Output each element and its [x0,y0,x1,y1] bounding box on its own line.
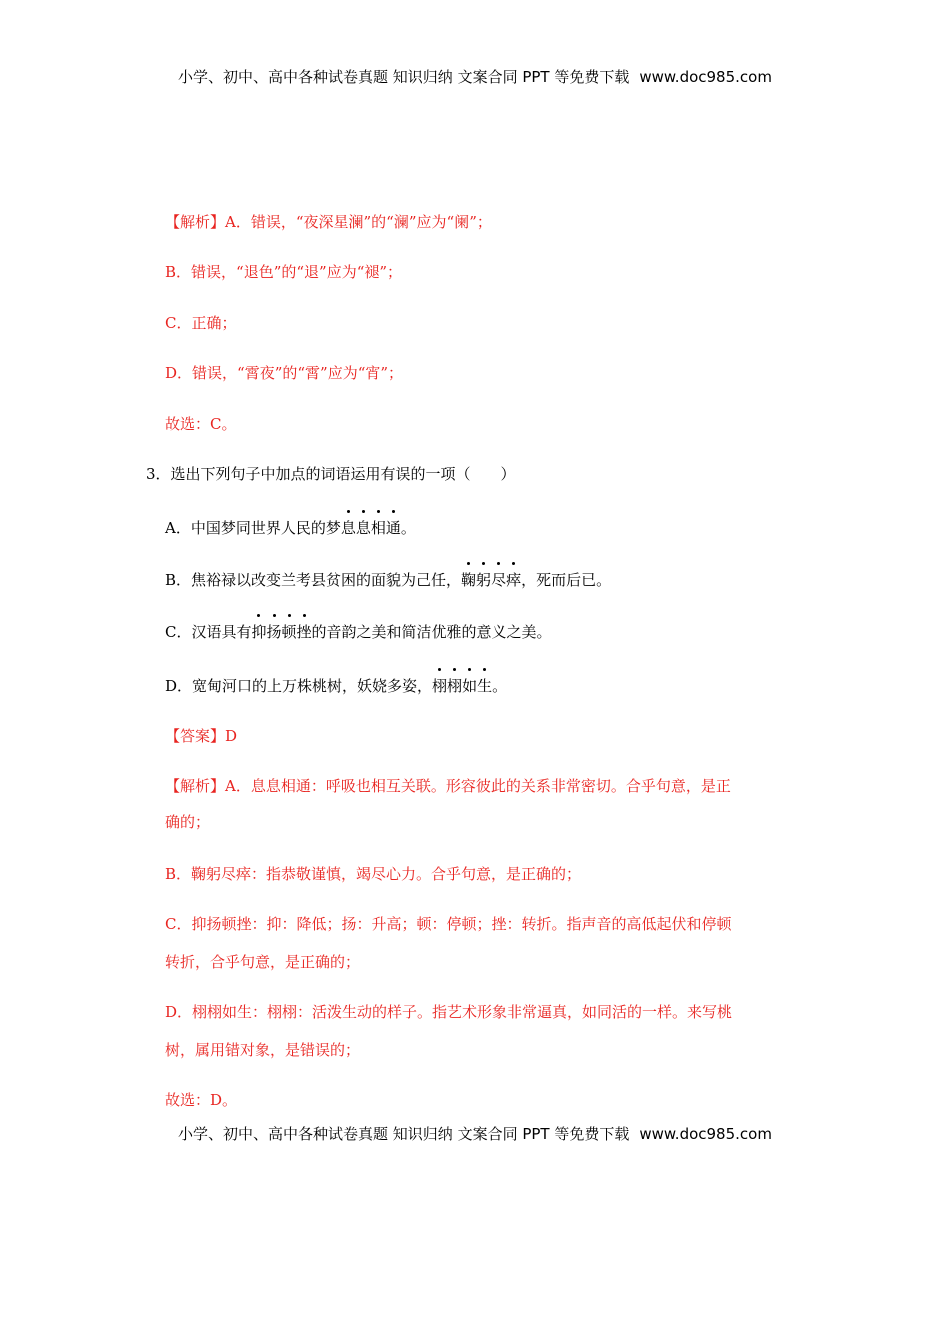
analysis-a-line2: 确的； [165,813,211,831]
option-b-post: ，死而后已。 [521,571,612,589]
option-b [165,570,611,590]
analysis-b: B．鞠躬尽瘁：指恭敬谨慎，竭尽心力。合乎句意，是正确的； [165,865,582,883]
dotted-char: 栩 [432,677,448,695]
option-a [165,518,416,538]
dotted-char: 通 [385,519,401,537]
prev-choice: 故选：C。 [165,415,237,433]
question-3-stem: 3．选出下列句子中加点的词语运用有误的一项（ ） [146,465,516,483]
dotted-char: 顿 [281,623,297,641]
analysis-label: 【解析】 [165,213,226,231]
option-a-pre: A．中国梦同世界人民的梦 [165,519,341,537]
header-url[interactable]: www.doc985.com [639,68,772,86]
dotted-char: 相 [370,519,386,537]
dotted-char: 生 [477,677,493,695]
dotted-char: 鞠 [461,571,477,589]
prev-analysis-c: C．正确； [165,314,237,332]
answer: 【答案】D [165,727,238,745]
analysis-c-line1: C．抑扬顿挫：抑：降低；扬：升高；顿：停顿；挫：转折。指声音的高低起伏和停顿 [165,915,732,933]
option-c-pre: C．汉语具有 [165,623,252,641]
dotted-char: 息 [340,519,356,537]
analysis-c-line2: 转折，合乎句意，是正确的； [165,953,361,971]
analysis-a-text: A．错误，“夜深星澜”的“澜”应为“阑”； [225,213,492,231]
analysis-d-line2: 树，属用错对象，是错误的； [165,1041,361,1059]
option-a-post: 。 [400,519,416,537]
final-choice: 故选：D。 [165,1091,238,1109]
prev-analysis-b: B．错误，“退色”的“退”应为“褪”； [165,263,403,281]
analysis-d-line1: D．栩栩如生：栩栩：活泼生动的样子。指艺术形象非常逼真，如同活的一样。来写桃 [165,1003,733,1021]
option-c-post: 的音韵之美和简洁优雅的意义之美。 [311,623,552,641]
option-d-pre: D．宽甸河口的上万株桃树，妖娆多姿， [165,677,433,695]
header-text: 小学、初中、高中各种试卷真题 知识归纳 文案合同 PPT 等免费下载 [178,68,630,86]
dotted-char: 息 [355,519,371,537]
analysis-a-line1 [165,776,731,796]
prev-analysis-a [165,212,492,232]
footer-url[interactable]: www.doc985.com [639,1125,772,1143]
dotted-char: 如 [462,677,478,695]
dotted-char: 躬 [476,571,492,589]
page-footer [0,1123,950,1144]
analysis-label: 【解析】 [165,777,226,795]
page-header [0,66,950,87]
analysis-a-text: A．息息相通：呼吸也相互关联。形容彼此的关系非常密切。合乎句意，是正 [225,777,731,795]
option-d-post: 。 [492,677,508,695]
dotted-char: 瘁 [506,571,522,589]
dotted-char: 挫 [296,623,312,641]
dotted-char: 扬 [266,623,282,641]
dotted-char: 栩 [447,677,463,695]
prev-analysis-d: D．错误，“霄夜”的“霄”应为“宵”； [165,364,404,382]
option-d [165,676,507,696]
option-c [165,622,552,642]
dotted-char: 尽 [491,571,507,589]
dotted-char: 抑 [251,623,267,641]
option-b-pre: B．焦裕禄以改变兰考县贫困的面貌为己任， [165,571,462,589]
footer-text: 小学、初中、高中各种试卷真题 知识归纳 文案合同 PPT 等免费下载 [178,1125,630,1143]
